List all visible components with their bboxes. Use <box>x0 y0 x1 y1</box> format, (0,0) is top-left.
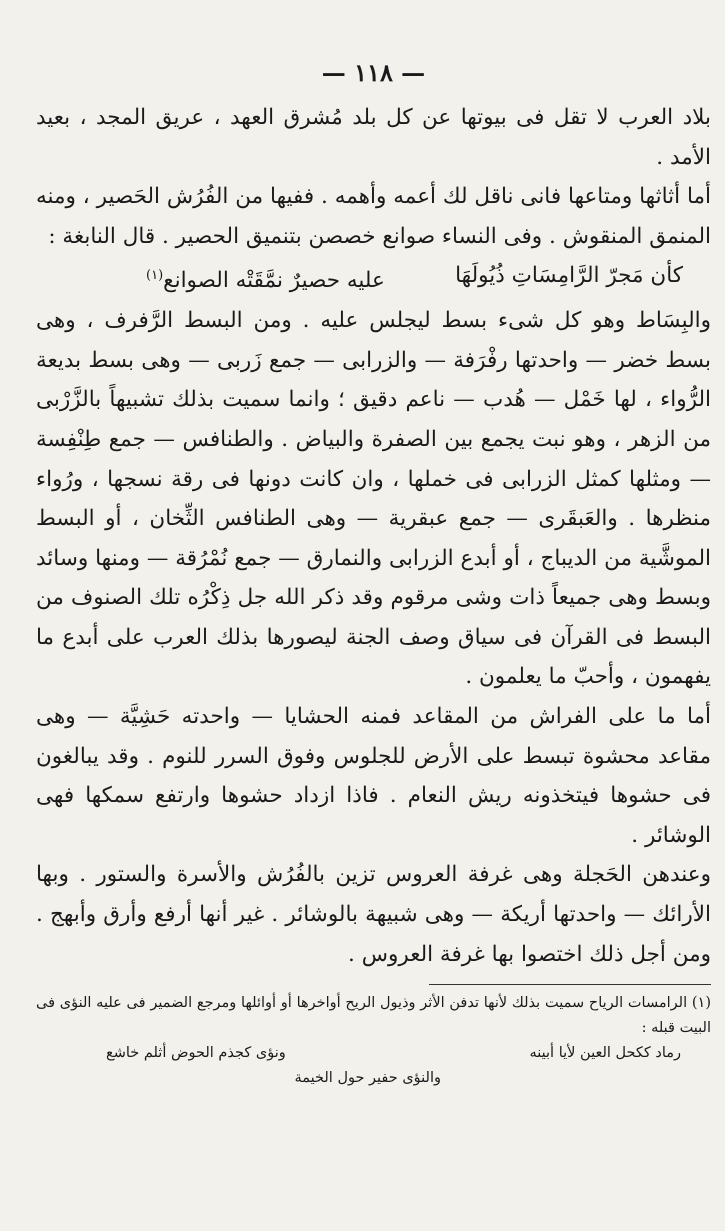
poem-hemistich-right: كأن مَجرّ الرَّامِسَاتِ ذُيُولَهَا <box>455 263 683 289</box>
footnote-last-line: والنؤى حفير حول الخيمة <box>294 1070 441 1087</box>
page-number: — ١١٨ — <box>321 58 426 87</box>
paragraph-1: بلاد العرب لا تقل فى بيوتها عن كل بلد مُشرق العهد ، عريق المجد ، بعيد الأمد . <box>36 105 711 170</box>
paragraph-3: والبِسَاط وهو كل شىء بسط ليجلس عليه . ومن البسط الرَّفرف ، وهى بسط خضر — واحدتها رفْرَفة — والزرابى — جمع زَربى — وهى بسط بديعة الرُّواء ، لها خَمْل — هُدب — ناعم دقيق ؛ وانما سميت بذلك تشبيهاً بالزَّرْبى من الزهر ، وهو نبت يجمع بين الصفرة والبياض . والطنافس — جمع طِنْفِسة — ومثلها كمثل الزرابى فى خملها ، وان كانت دونها فى رقة نسجها ، ورُواء منظرها . والعَبقَرى — جمع عبقرية — وهى الطنافس الثِّخان ، أو البسط الموشَّية من الديباج ، أو أبدع الزرابى والنمارق — جمع نُمْرُقة — ومنها وسائد وبسط وهى جميعاً ذات وشى مرقوم وقد ذكر الله جل ذِكْرُه تلك الصنوف من البسط فى القرآن فى سياق وصف الجنة ليصورها بذلك العرب على أبدع ما يفهمون ، وأحبّ ما يعلمون . <box>36 308 711 690</box>
footnote-verse-left: ونؤى كجذم الحوض أثلم خاشع <box>106 1045 286 1062</box>
main-text-continued <box>36 301 711 974</box>
main-text <box>36 98 711 256</box>
footnote-divider <box>429 984 711 985</box>
footnote-verse <box>36 1041 711 1066</box>
footnote-verse-right: رماد ككحل العين لأيا أبينه <box>529 1045 681 1062</box>
paragraph-5: وعندهن الحَجلة وهى غرفة العروس تزين بالفُرُش والأسرة والستور . وبها الأرائك — واحدتها أريكة — وهى شبيهة بالوشائر . غير أنها أرفع وأرق وأبهج . ومن أجل ذلك اختصوا بها غرفة العروس . <box>36 862 711 967</box>
footnote-marker: (١) <box>146 268 164 284</box>
footnotes <box>36 991 711 1091</box>
footnote-text: (١) الرامسات الرياح سميت بذلك لأنها تدفن الأثر وذيول الريح أواخرها أو أوائلها ومرجع الضمير فى عليه النؤى فى البيت قبله : <box>36 995 711 1037</box>
paragraph-4: أما ما على الفراش من المقاعد فمنه الحشايا — واحدته حَشِيَّة — وهى مقاعد محشوة تبسط على الأرض للجلوس وفوق السرر للنوم . وقد يبالغون فى حشوها فيتخذونه ريش النعام . فاذا ازداد حشوها وارتفع سمكها فهى الوشائر . <box>36 704 711 848</box>
paragraph-2: أما أثاثها ومتاعها فانى ناقل لك أعمه وأهمه . ففيها من الفُرُش الحَصير ، ومنه المنمق المنقوش . وفى النساء صوانع خصصن بتنميق الحصير . قال النابغة : <box>36 184 711 249</box>
poem-verse <box>36 256 711 301</box>
poem-hemistich-left: عليه حصيرٌ نمَّقَتْه الصوانع$^{(١)}$ <box>146 268 385 294</box>
